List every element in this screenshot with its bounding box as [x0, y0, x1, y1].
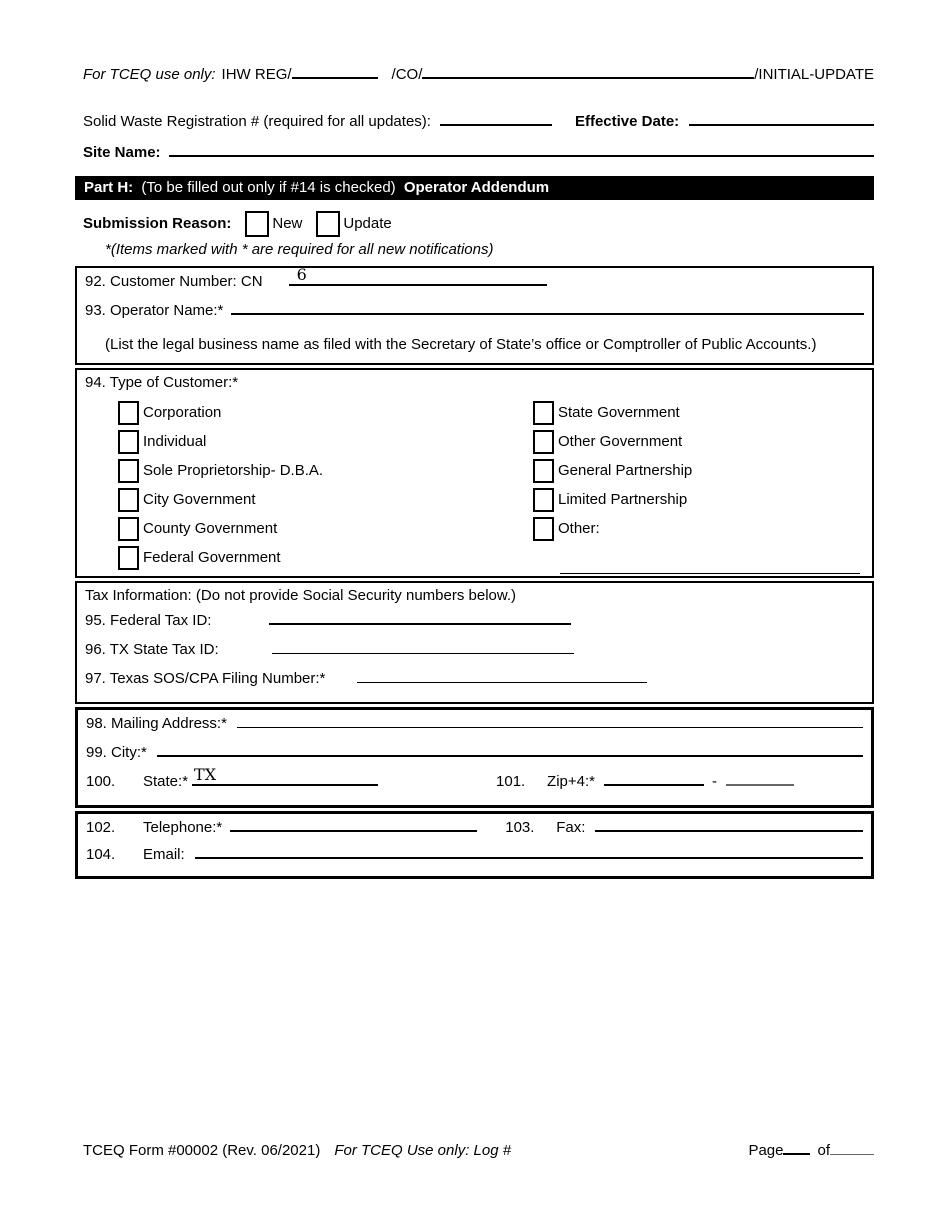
- operator-name-row: [85, 301, 864, 330]
- mailing-address-label: 98. Mailing Address:*: [86, 715, 227, 732]
- other-description-field[interactable]: [560, 560, 860, 574]
- sos-cpa-filing-row: [85, 669, 864, 698]
- mailing-address-box: [75, 707, 874, 808]
- telephone-fax-row: [86, 818, 863, 845]
- telephone-number: 102.: [86, 819, 116, 836]
- telephone-label: Telephone:*: [143, 819, 223, 836]
- tax-information-box: [75, 581, 874, 704]
- tceq-use-row: [83, 65, 874, 87]
- site-name-row: [83, 143, 874, 167]
- state-number: 100.: [86, 773, 116, 790]
- city-field[interactable]: [157, 743, 863, 757]
- initial-update-label: /INITIAL-UPDATE: [754, 66, 874, 83]
- operator-name-label: 93. Operator Name:*: [85, 302, 224, 319]
- checkbox-city-government[interactable]: [118, 488, 139, 512]
- checkbox-update[interactable]: [316, 211, 340, 237]
- checkbox-county-government[interactable]: [118, 517, 139, 541]
- mailing-address-field[interactable]: [237, 714, 863, 728]
- swr-number-field[interactable]: [440, 112, 552, 126]
- federal-government-label: Federal Government: [143, 549, 281, 566]
- checkbox-federal-government[interactable]: [118, 546, 139, 570]
- customer-number-row: [85, 265, 864, 301]
- state-government-label: State Government: [558, 404, 680, 421]
- checkbox-individual[interactable]: [118, 430, 139, 454]
- zip-field[interactable]: [604, 772, 704, 786]
- page-number-field[interactable]: [783, 1141, 810, 1155]
- email-number: 104.: [86, 846, 116, 863]
- registration-row: [83, 112, 874, 136]
- state-field[interactable]: [192, 765, 378, 786]
- email-row: [86, 845, 863, 872]
- required-note: [105, 241, 874, 263]
- operator-info-box: [75, 266, 874, 365]
- checkbox-new[interactable]: [245, 211, 269, 237]
- page-total-field[interactable]: [830, 1141, 874, 1155]
- new-label: New: [272, 215, 303, 232]
- log-number-label: For TCEQ Use only: Log #: [334, 1142, 512, 1159]
- update-label: Update: [343, 215, 392, 232]
- state-label: State:*: [143, 773, 189, 790]
- sos-cpa-filing-field[interactable]: [357, 669, 647, 683]
- county-government-label: County Government: [143, 520, 278, 537]
- zip-plus4-field[interactable]: [726, 772, 794, 786]
- fax-number: 103.: [505, 819, 535, 836]
- customer-number-value: 6: [296, 265, 307, 284]
- individual-label: Individual: [143, 433, 207, 450]
- customer-type-right-column: [533, 398, 864, 572]
- state-tax-id-field[interactable]: [272, 640, 574, 654]
- fax-field[interactable]: [595, 818, 863, 832]
- state-tax-id-label: 96. TX State Tax ID:: [85, 641, 219, 658]
- state-tax-id-row: [85, 640, 864, 669]
- part-h-title: Operator Addendum: [403, 179, 550, 196]
- page-numbering: [748, 1141, 874, 1159]
- customer-number-field[interactable]: [289, 265, 547, 286]
- ihw-reg-field[interactable]: [292, 65, 378, 79]
- customer-type-label: 94. Type of Customer:*: [85, 374, 239, 391]
- effective-date-label: Effective Date:: [574, 113, 680, 130]
- operator-name-note: (List the legal business name as filed with the Secretary of State’s office or Comptroller of Public Accounts.): [105, 336, 817, 353]
- page-label: Page: [748, 1142, 784, 1159]
- fax-label: Fax:: [556, 819, 586, 836]
- co-field[interactable]: [422, 65, 754, 79]
- state-value: TX: [194, 765, 217, 784]
- sole-proprietorship-label: Sole Proprietorship- D.B.A.: [143, 462, 324, 479]
- checkbox-state-government[interactable]: [533, 401, 554, 425]
- zip-number: 101.: [496, 773, 526, 790]
- swr-label: Solid Waste Registration # (required for all updates):: [83, 113, 431, 130]
- checkbox-limited-partnership[interactable]: [533, 488, 554, 512]
- checkbox-corporation[interactable]: [118, 401, 139, 425]
- co-label: /CO/: [391, 66, 423, 83]
- telephone-field[interactable]: [230, 818, 477, 832]
- required-note-text: *(Items marked with * are required for all new notifications): [105, 241, 494, 258]
- customer-type-box: [75, 368, 874, 578]
- site-name-field[interactable]: [169, 143, 874, 157]
- limited-partnership-label: Limited Partnership: [558, 491, 688, 508]
- zip-dash: -: [711, 773, 717, 790]
- effective-date-field[interactable]: [689, 112, 874, 126]
- corporation-label: Corporation: [143, 404, 222, 421]
- submission-reason-label: Submission Reason:: [83, 215, 232, 232]
- tceq-use-only-label: For TCEQ use only:: [83, 66, 216, 83]
- customer-type-columns: [85, 398, 864, 572]
- checkbox-other-government[interactable]: [533, 430, 554, 454]
- federal-tax-id-field[interactable]: [269, 611, 571, 625]
- operator-name-field[interactable]: [231, 301, 864, 315]
- submission-reason-row: [83, 209, 874, 238]
- federal-tax-id-label: 95. Federal Tax ID:: [85, 612, 212, 629]
- email-label: Email:: [143, 846, 185, 863]
- part-h-label: Part H:: [84, 179, 134, 196]
- of-label: of: [817, 1142, 830, 1159]
- part-h-condition: (To be filled out only if #14 is checked): [141, 179, 396, 196]
- other-label: Other:: [558, 520, 600, 537]
- checkbox-general-partnership[interactable]: [533, 459, 554, 483]
- checkbox-sole-proprietorship[interactable]: [118, 459, 139, 483]
- state-zip-row: [86, 765, 863, 801]
- customer-type-left-column: [85, 398, 533, 572]
- form-id-label: TCEQ Form #00002 (Rev. 06/2021): [83, 1142, 321, 1159]
- contact-box: [75, 811, 874, 879]
- part-h-header-bar: [75, 176, 874, 200]
- mailing-address-row: [86, 714, 863, 743]
- sos-cpa-filing-label: 97. Texas SOS/CPA Filing Number:*: [85, 670, 326, 687]
- ihw-reg-label: IHW REG/: [221, 66, 292, 83]
- other-government-label: Other Government: [558, 433, 683, 450]
- tax-information-header: Tax Information: (Do not provide Social Security numbers below.): [85, 587, 517, 604]
- zip-label: Zip+4:*: [547, 773, 595, 790]
- city-label: 99. City:*: [86, 744, 147, 761]
- site-name-label: Site Name:: [83, 144, 161, 161]
- general-partnership-label: General Partnership: [558, 462, 693, 479]
- checkbox-other[interactable]: [533, 517, 554, 541]
- customer-number-label: 92. Customer Number: CN: [85, 273, 263, 290]
- city-government-label: City Government: [143, 491, 256, 508]
- federal-tax-id-row: [85, 611, 864, 640]
- page-footer: [83, 1141, 874, 1159]
- email-field[interactable]: [195, 845, 863, 859]
